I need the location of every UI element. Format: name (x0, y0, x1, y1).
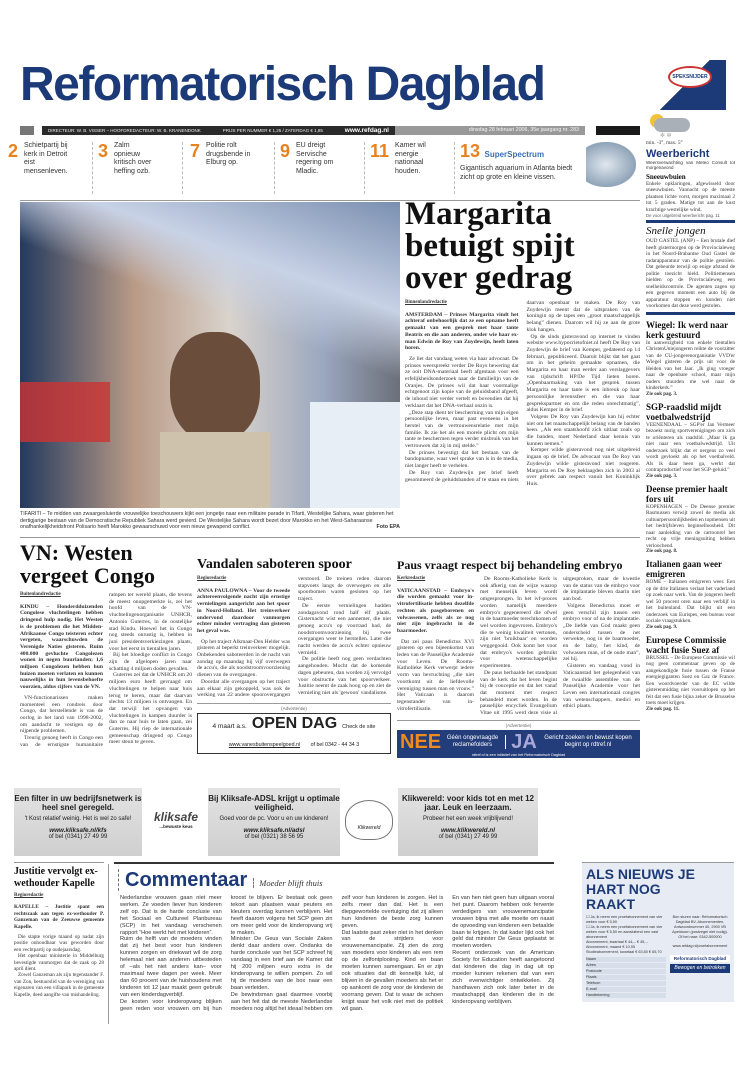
paragraph: Ruim de helft van de moeders vinden dat zij het best voor hun kinderen kunnen zorgen en driekwart wil de zorg helemaal niet aan anderen uitbesteden of –als het niet anders kan– voor maximaal twee dagen per week. Meer dan 60 procent van de huishoudens met kinderen tot 12 jaar maakt geen gebruik van een kinderdagverblijf. (120, 936, 222, 998)
open-dag-date: 4 maart a.s. (212, 722, 247, 730)
ad-subtitle: Probeer het een week vrijblijvend! (422, 816, 514, 822)
price-row: Abonnement, maand € 10,95 (586, 945, 635, 949)
paragraph: De politie heeft nog geen verdachten aangehouden. Mocht dat de komende dagen gebeuren, dan worden zij vervolgd voor obstructie van het spoorverkeer. Justitie neemt de zaak hoog op en ziet de vernieling niet als 'gewoon' vandalisme. (298, 656, 391, 696)
sidebar-item-text: KOPENHAGEN – De Deense premier Rasmussen verwijt zowel de media als cultuurpersoonlijkheden en topmensen uit het bedrijfsleven beginselloosheid. Dit naar aanleiding van de cartoonrel het recht op vrije meningsuiting hebben verloochend. (646, 503, 735, 549)
paragraph: Recent onderzoek van de American Society for Education heeft aangetoond dat kinderen die dag in dag uit op moeder kunnen rekenen dat van een zich evenwichtiger ontwikkelen. Zij handhaven zich ook later beter in de maatschappij dan kinderen die in de kinderopvang verblijven. (452, 950, 554, 1005)
paragraph: De eerste vernielingen hadden zondagavond rond half elf plaats. Gisternacht wist een aannemer, die niet genoeg accu's op voorraad had, de noodstroomvoorziening bij twee overgangen weer te herstellen. Later die nacht werden de accu's echter opnieuw vernield. (298, 602, 391, 656)
paragraph: De prinses bevestigt dat het bestaan van de bandopname, waar veel sprake van is in de media, niet langer heeft te verhelen. (405, 449, 519, 470)
lead-article (405, 198, 640, 488)
divider (197, 703, 391, 704)
sidebar-item-text: BRUSSEL – De Europese Commissie wil nog geen commentaar geven op de aangekondigde fusie tussen de Franse energiegiganten Suez en Gaz de France. Een woordvoerder van de EC wilde gisterenmiddag niet vooruitlopen op het feit dat een fusie bijna zeker de Brusselse toets moet krijgen. (646, 654, 735, 706)
paragraph: De Roy van Zuydewijn per brief heeft gesommeerd de geluidsbanden af te staan en niets daarvan openbaar te maken. De Roy van Zuydewijn meent dat de uitspraken van de koningin op de tapes een „groot maatschappelijk belang” dienen. Daarom wil hij ze aan de grote klok hangen. (405, 300, 640, 483)
paus-article-body (397, 576, 640, 717)
price-row: Studieabonnement, kwartaal € 63,50 € 65,70 (586, 950, 662, 954)
sidebar-item-ref[interactable]: Zie ook pag. 3. (646, 473, 678, 479)
teaser-page: 2 (8, 141, 19, 161)
photo-caption (20, 511, 400, 531)
badge-text: SPEKSNIJDER (668, 66, 712, 88)
teaser-text: EU dreigt Servische regering om Mladic. (296, 142, 334, 175)
speksnijder-badge (656, 60, 726, 110)
field-name[interactable]: Naam (586, 957, 666, 962)
lead-paragraph: KINDU – Honderdduizenden Congolese vluchtelingen hebben dringend hulp nodig. Het Westen is de problemen die het Midden-Afrikaanse Congo teisteren echter vergeten, waarschuwden de Verenigde Naties gisteren. Ruim 400.000 gevluchte Congolezen wonen in negen buurlanden; 1,6 miljoen Congolezen hebben hun huizen moeten verlaten en kunnen nauwelijks in hun levensbehoefte voorzien, aldus cijfers van de VN. (20, 603, 103, 691)
open-dag-url[interactable]: www.vanesbuitenspeelgoed.nl (228, 741, 301, 748)
commentaar-section (114, 862, 554, 1012)
vn-article (20, 541, 192, 748)
main-photo (20, 202, 400, 508)
paragraph: Treurig genoeg heeft in Congo een van de ernstigste humanitaire rampen ter wereld plaats, die tevens de meest onopgemerkte is, zei het hoofd van de VN-vluchtelingenorganisatie UNHCR, Antonio Guterres, in de oostelijke stad Kindu. Hoewel het in Congo nog steeds onrustig is, hebben in juni presidentsverkiezingen plaats, voor het eerst in tientallen jaren. (20, 592, 192, 748)
bar-black-right (596, 126, 640, 135)
weather-title: Weerbericht (646, 147, 710, 160)
subscription-ad[interactable] (582, 862, 734, 1002)
klikwereld-logo-text: Klikwereld (357, 825, 381, 831)
paragraph: Die stapte vorige maand op nadat zijn positie onhoudbaar was geworden door een vechtpartij op oudejaarsdag. (14, 934, 104, 953)
ad-label: (Advertentie) (505, 722, 532, 728)
option-trial[interactable]: ☐ Ja, ik neem een proefabonnement van vier weken voor € 5,50 (586, 915, 663, 924)
divider (397, 720, 640, 721)
sidebar-item-title[interactable]: Europese Commissie wacht fusie Suez af (646, 634, 727, 655)
teaser-text: Kamer wil energie nationaal houden. (395, 142, 426, 175)
paragraph: Volgens De Roy van Zuydewijn kan hij echter niet om het maatschappelijk belang van de banden heen. „Als een staatshoofd zich uitlaat zoals op die banden, moet Nederland daar kennis van kunnen nemen.” (526, 413, 640, 447)
bar-gray-left (20, 126, 34, 135)
teaser-3[interactable] (98, 142, 183, 194)
field-address[interactable]: Adres (586, 963, 666, 968)
paragraph: De paus herhaalde het standpunt van de kerk dat het leven begint bij de conceptie en dat het vanaf dat moment met respect behandeld moet worden. In de pauselijke encycliek Evangelium Vitae uit 1995 werd deze visie al uitgesproken, maar de kwestie van de status van de embryo voor de implantatie bleven daarin niet aan bod. (480, 576, 640, 717)
director-line: DIRECTEUR: W. B. VISSER – HOOFDREDACTEUR: W. B. KRANENDONK (48, 128, 201, 133)
teaser-page: 3 (98, 141, 109, 161)
caption-text: TIFARITI – Te midden van zwaargesluierde vrouwelijke toeschouwers kijkt een jongetje naar een militaire parade in Tifarti, Westelijke Sahara, waar gisteren het dertigjarige bestaan van de Democratische Republiek Sahara werd gevierd. De Westelijke Sahara wordt bezet door Marokko en het West-Saharaanse onafhankelijkheidsfront Polisario heeft Marokko gewaarschuwd voor een nieuw gewapend conflict. (20, 511, 394, 531)
paragraph: Minister De Geus van Sociale Zaken denkt daar anders over. Ondanks de harde conclusie van het SCP schreef hij vandaag in een brief aan de Kamer dat hij 200 miljoen euro extra in de kinderopvang te willen pompen. Zo wil hij de moeders van de box naar een baan verleiden. (230, 936, 333, 991)
open-dag-phone: of bel 0342 - 44 34 3 (310, 741, 360, 748)
masthead-title: Reformatorisch Dagblad (20, 58, 545, 111)
sidebar (646, 112, 735, 712)
option-text: Ja, ik neem een proefabonnement van vier weken voor € 5,50 en aansluitend een vast abonnement (586, 925, 663, 939)
teaser-page: 7 (190, 141, 201, 161)
paragraph: Nederlandse vrouwen gaan niet meer werken. Ze voeden liever hun kinderen zelf op. Dat is de harde conclusie van het Sociaal en Cultureel Planbureau (SCP) in het vandaag verschenen rapport “Hoe werkt het met kinderen”. (120, 895, 222, 936)
option-text: Ja, ik neem een proefabonnement van vier weken voor € 5,50 (586, 915, 663, 924)
teaser-13[interactable] (460, 142, 640, 194)
lead-paragraph: ANNA PAULOWNA – Voor de tweede achtereenvolgende nacht zijn ernstige vernielingen aangericht aan het spoor in Noord-Holland. Het treinverkeer ondervond daardoor vanmorgen echter minder vertraging dan gisteren het geval was. (197, 587, 290, 634)
teaser-text: Gigantisch aquarium in Atlanta biedt zicht op grote en kleine vissen. (460, 165, 573, 181)
teaser-page: 13 (460, 141, 481, 161)
price-row: Abonnement, kwartaal € 44,-- € 45,-- (586, 940, 648, 944)
paragraph: De kosten voor kinderopvang blijken geen reden voor vrouwen om bij hun kroost te blijven. Er bestaat ook geen tekort aan plaatsen waar peuters en kleuters overdag kunnen verblijven. Het heeft daarom volgens het SCP geen zin om meer geld voor de kinderopvang vrij te maken. (120, 895, 333, 1012)
ad-title: Een filter in uw bedrijfsnetwerk is heel snel geregeld. (14, 794, 142, 812)
ad-title: Klikwereld: voor kids tot en met 12 jaar. Leuk en leerzaam. (401, 794, 535, 812)
open-dag-title: OPEN DAG (251, 714, 338, 732)
byline: Kerkredactie (397, 576, 426, 581)
ad-url[interactable]: www.klikwereld.nl (440, 827, 495, 834)
ad-subtitle: 't Kost relatief weinig. Het is wel zo safe! (24, 816, 132, 822)
sidebar-item-title[interactable]: Wiegel: Ik werd naar kerk gestuurd (646, 319, 728, 340)
teaser-2[interactable] (8, 142, 93, 194)
paragraph: VN-functionarissen maken momenteel een rondreis door Congo, dat herstellende is van de oorlog in het land van 1998-2002, om aandacht te vestigen op de nijpende problemen. (20, 694, 103, 735)
commentaar-subtitle: Moeder blijft thuis (253, 878, 322, 888)
divider (20, 537, 640, 538)
masthead-info-bar (42, 126, 395, 135)
kliksafe-business-ad[interactable] (14, 788, 142, 856)
commentaar-title: Commentaar (125, 869, 248, 891)
lead-paragraph: AMSTERDAM – Prinses Margarita vindt het achteraf onbehoorlijk dat ze een opname heeft gemaakt van een gesprek met haar tante Beatrix en die aan anderen, onder wie haar ex-man Edwin de Roy van Zuydewijn, heeft laten horen. (405, 311, 519, 352)
rdtref-left-text: Géén ongevraagde reclamefolders (444, 735, 506, 749)
teaser-9[interactable] (280, 142, 365, 194)
column-divider (108, 864, 109, 1024)
justitie-headline[interactable]: Justitie vervolgt ex-wethouder Kapelle (14, 866, 98, 889)
rdtref-ad[interactable] (397, 730, 640, 758)
kliksafe-tagline: ...bewuste keus (159, 824, 193, 829)
paragraph: En van hen niet geen hun uitgaan vooral het punt. Daarom hebben ook fervente verdedigers van vrouwenemancipatie vrouwen bijna met alle moeite om naast de opvoeding van kinderen een betaalde baan te krijgen. In dat kader lijkt ook het geld dat minister De Geus geplaatst te moeten worden. (452, 895, 554, 950)
paragraph: Guterres zei dat de UNHCR om 20 miljoen euro heeft gevraagd om vluchtelingen te helpen naar huis terug te keren, maar dat daarvan slechts 13 miljoen is ontvangen. En dat terwijl het opvangen van vluchtelingen in kampen duurder is dan ze naar huis te laten gaan, zei Guterres. Hij riep de internationale gemeenschap dringend op Congo meer steun te geven. (109, 672, 192, 746)
weather-ref[interactable]: De voor uitgebreid weerbericht pag. 11 (646, 213, 735, 223)
snelle-text: OUD GASTEL (ANP) – Een brutale dief heeft gistermorgen op de Provincialeweg in het Noord-Brabantse Oud Gastel de radarapparatuur van de politie gestolen. Dat gebeurde terwijl op enige afstand de politie toezicht hield. Politiemensen hielden op de Provincialeweg een snelheidscontrole. De agenten zagen op een gegeven moment een auto bij de apparatuur stoppen en konden niet voorkomen dat deze werd gestolen. (646, 238, 735, 315)
subscription-slogan: Bewogen en betrokken (670, 964, 730, 973)
rdtref-footer: rdtref.nl is een initiatief van het Reformatorisch Dagblad (471, 752, 566, 757)
sidebar-item-text: ROME – Italianen emigreren weer. Een op de drie Italianen verlaat het vaderland op zoek naar werk. Van de jongeren heeft wel 50 procent oren naar een verblijf in het buitenland. Dat blijkt uit een onderzoek van Eurispes, een bureau voor sociale vraagstukken. (646, 579, 735, 624)
price-line: PRIJS PER NUMMER € 1,25 / ZATERDAG € 1,85 (222, 128, 323, 133)
sidebar-item-ref[interactable]: Zie ook pag. 8. (646, 549, 678, 554)
kliksafe-logo (148, 810, 204, 829)
superspectrum-label: SuperSpectrum (484, 150, 545, 159)
sidebar-item-text: VEENENDAAL – SGP'er Jan Vermeer bezoekt nurig sportverenigingen om zich te oriënteren als raadslid. „Maar ik ga niet naar een voetbalwedstrijd. Uit onderzoek blijkt dat er nergens zo veel wordt gevloekt als op het voetbalveld. Als ik daar heen ga, werkt dat contraproductief voor het SGP-geluid.” (646, 421, 735, 473)
lead-paragraph: VATICAANSTAD – Embryo's die worden gemaakt voor in-vitrofertilisatie hebben dezelfde rechten als pasgeborenen en volwassenen, zelfs als ze nog niet zijn ingebracht in de baarmoeder. (397, 587, 474, 634)
open-dag-check: Check de site (342, 723, 376, 730)
vandalen-article-body (197, 576, 391, 699)
paragraph: Dat laatste past zeker niet in het denken van de strijders voor vrouwenemancipatie. Zij zien de zorg van moeders voor kinderen als een rem op de zelfontplooiing. Kind en baan moeten kunnen samengaan. En er zijn ook situaties dat dit kennelijk lukt, al blijven in de gevallen moeders als het er op aankomt de zorg voor de kinderen de voorrang geven. Dat is waar de schoen knijpt waar het volk niet met de politiek wil gaan. (341, 929, 444, 1012)
ad-phone: of bel (0341) 27 49 99 (438, 834, 498, 840)
teaser-7[interactable] (190, 142, 275, 194)
paragraph: De bewindsman gaat daarmee voorbij aan het feit dat de meeste Nederlandse moeders nog altijd het ideaal hebben om zelf voor hun kinderen te zorgen. Het is zelfs meer dan dat. Het is een diepgewortelde overtuiging dat zij alleen hun kinderen de beste zorg kunnen geven. (230, 895, 444, 1012)
weather-subtitle: Weersverwachting van Meteo Consult tot morgenavond (646, 159, 735, 170)
paragraph: Het openbaar ministerie in Middelburg bevestigde vanmorgen dat de zaak op 28 april dient. (14, 953, 104, 973)
klikwereld-logo (345, 800, 393, 840)
vn-headline[interactable]: VN: Westen vergeet Congo (20, 540, 156, 588)
field-phone[interactable]: Telefoon (586, 981, 666, 986)
weather-temp: min. -3°, max. 5° (646, 140, 683, 146)
paus-headline[interactable]: Paus vraagt respect bij behandeling embryo (397, 558, 623, 572)
lead-article-body (405, 300, 640, 488)
sidebar-item-title[interactable]: Italianen gaan weer emigreren (646, 559, 722, 579)
paragraph: Volgens Benedictus moet er geen verschil zijn tussen een embryo voor of na de implantatie. „De liefde van God maakt geen onderscheid tussen de net verwekte, nog in de baarmoeder, en de baby, het kind, de volwassen man, of de oude man”, zei hij. (563, 602, 640, 663)
weather-text: Enkele opklaringen, afgewisseld door sneeuwbuien. Vannacht op de meeste plaatsen lichte vorst, morgen maximaal 2 tot 5 graden. Matige tot aan de kust krachtige westelijke wind. (646, 180, 735, 213)
snelle-title[interactable]: Snelle jongen (646, 225, 706, 237)
teaser-11[interactable] (370, 142, 455, 194)
field-signature[interactable]: Handtekening (586, 993, 666, 998)
teaser-text: Schietpartij bij kerk in Detroit eist mensenleven. (24, 142, 68, 175)
commentaar-body (120, 895, 554, 1012)
ad-title: Bij Kliksafe-ADSL krijgt u optimale veiligheid. (208, 794, 340, 812)
byline: Buitenlandredactie (20, 592, 61, 597)
date-line: dinsdag 28 februari 2006, 35e jaargang nr. 283 (395, 126, 585, 135)
sidebar-item-ref[interactable]: Zie ook pag. 3. (646, 391, 678, 397)
lead-headline[interactable]: Margarita betuigt spijt over gedrag (405, 196, 575, 296)
ad-phone: of bel (0321) 38 56 95 (244, 834, 304, 840)
teaser-text: Politie rolt drugsbende in Elburg op. (206, 142, 251, 166)
ad-url[interactable]: www.kliksafe.nl/adsl (243, 827, 305, 834)
sidebar-item-text: In aanwezigheid van enkele tientallen ChristenUniejongeren reikte de voorzitter van de CU-jongerenorganisatie VVD'er Wiegel gisteren de prijs uit voor de Heiden van het Jaar. „Ik ging vroeger naar de openbare school, maar mijn ouders stuurden me wel naar de kinderkerk.” (646, 339, 735, 391)
lead-paragraph: KAPELLE – Justitie spant een rechtszaak aan tegen ex-wethouder P. Ganzeman van de Zeeuwse gemeente Kapelle. (14, 904, 104, 930)
teaser-page: 11 (370, 141, 390, 161)
paragraph: Op het traject Alkmaar-Den Helder was gisteren al beperkt treinverkeer mogelijk. Onbekenden saboteerden in de nacht van zondag op maandag bij vijf overwegen de accu's, die als noodstroomvoorziening dienen van de overgangen. (197, 638, 290, 679)
sidebar-item-ref[interactable]: Zie ook pag. 11. (646, 706, 680, 712)
ad-url[interactable]: www.kliksafe.nl/kfs (49, 827, 107, 834)
weather-heading: Sneeuwbuien (646, 172, 686, 181)
ad-phone: of bel (0341) 27 49 99 (48, 834, 108, 840)
teaser-page: 9 (280, 141, 291, 161)
kliksafe-logo-text: kliksafe (153, 810, 199, 824)
paragraph: Gisteren en vandaag vond in Vaticaanstad het gelegenheid van de twaalfde assemblee van de Pauselijke Academie voor het Leven een internationaal congres van wetenschappers, medici en ethici plaats. (563, 663, 640, 710)
vandalen-article (197, 557, 391, 754)
ja-text: JA (511, 730, 537, 753)
option-trial-continue[interactable]: ☐ Ja, ik neem een proefabonnement van vier weken voor € 5,50 en aansluitend een vast abonnement (586, 925, 663, 939)
subscription-url[interactable]: www.refdag.nl/proefabonnement (672, 944, 728, 948)
paragraph: Op de sinds gisteravond op internet te vinden website www.hypocrietofniet.nl heeft De Roy van Zuydewijn de brief van Kemper, gedateerd op 14 februari, gepubliceerd. Daaruit blijkt dat het gaat om in het geheim gemaakte opnamen, die Margarita en haar man eerder aan verslaggevers van tijdschrift HP/De Tijd lieten horen. „Openbaarmaking van het gesprek tussen Margarita en haar tante is een inbreuk op haar persoonlijke levenssfeer en die van haar gesprekspartner en om die reden onrechtmatig”, aldus Kemper in de brief. (526, 333, 640, 414)
paragraph: Bij het bloedige conflict in Congo zijn de afgelopen jaren naar schatting 4 miljoen doden gevallen. (109, 652, 192, 672)
subscription-address: Bon sturen naar: Reformatorisch Dagblad BV, Abonnementen, Antwoordnummer 40, 2900 VB Apeldoorn (postzegel niet nodig). Of bel naar: 0342-500000 (672, 915, 728, 939)
photo-credit: Foto EPA (376, 524, 400, 531)
teaser-text: Zalm opnieuw kritisch over heffing ozb. (114, 142, 152, 175)
paragraph: Dat zei paus Benedictus XVI gisteren op een bijeenkomst van leden van de Pauselijke Academie voor Leven. De Rooms-Katholieke Kerk verwerpt iedere vorm van bevruchting „die niet voortkomt uit de liefdevolle vereniging tussen man en vrouw.” Het Vaticaan is daarom tegenstander van in-vitrofertilisatie. (397, 638, 474, 712)
refdag-logo: Reformatorisch Dagblad (670, 955, 730, 962)
sidebar-item-ref[interactable]: Zie ook pag. 9. (646, 624, 678, 630)
field-email[interactable]: E-mail (586, 987, 666, 992)
klikwereld-ad[interactable] (398, 788, 538, 856)
nee-text: NEE (400, 730, 442, 753)
ad-subtitle: Goed voor de pc. Voor u en uw kinderen! (219, 816, 329, 822)
paus-article (397, 557, 640, 758)
byline: Binnenlandredactie (405, 300, 447, 305)
sidebar-item-title[interactable]: SGP-raadslid mijdt voetbalwedstrijd (646, 401, 722, 422)
byline: Regioredactie (14, 893, 44, 898)
paragraph: Zowel Ganzeman als zijn tegenstander F. van Zon, bestuurslid van de vereniging van eigenaren van een villapark in de gemeente Kapelle, deed aangifte van mishandeling. (14, 972, 104, 998)
field-city[interactable]: Plaats (586, 975, 666, 980)
vandalen-headline[interactable]: Vandalen saboteren spoor (197, 557, 352, 572)
ad-label: (Advertentie) (281, 705, 307, 711)
kliksafe-adsl-ad[interactable] (208, 788, 340, 856)
rdtref-right-text: Gericht zoeken en bewust kopen begint op rdtref.nl (544, 734, 632, 748)
vn-article-body (20, 592, 192, 748)
open-dag-ad[interactable] (197, 713, 391, 754)
paragraph: „Deze stap dient ter bescherming van mijn eigen persoonlijke leven, maar past eveneens in het herstel van de vertrouwensrelatie met mijn familie. Ik zie het als een morele plicht om mijn tante te beschermen tegen verder misbruik van het vertrouwen dat zij in mij stelde.” (405, 409, 519, 450)
paragraph: De Rooms-Katholieke Kerk is ook afkerig van de wijze waarop met menselijk leven wordt omgesprongen. In het ivf-proces worden namelijk meerdere embryo's gegenereerd die ofwel in de baarmoeder terechtkomen of wel worden ingevroren. Embryo's die te weinig kwaliteit vertonen, zijn niet 'bruikbaar' en worden weggegooid. Ook komt het voor dat embryo's worden gebruikt voor wetenschappelijke experimenten. (480, 576, 557, 670)
paragraph: Doordat alle overgangen op het traject aan elkaar zijn gekoppeld, was ook de werking van 22 andere spoorovergangen verstoord. De treinen reden daarom stapvoets langs de overwegen en alle spoorbomen waren gesloten op het traject. (197, 576, 391, 699)
sidebar-item-title[interactable]: Deense premier haalt fors uit (646, 483, 728, 504)
justitie-article-body (14, 893, 104, 998)
field-postcode[interactable]: Postcode (586, 969, 666, 974)
byline: Regioredactie (197, 576, 227, 581)
weather-icon: ✻ ✻ (646, 112, 735, 140)
paragraph: Kemper wilde gisteravond nog niet uitgebreid ingaan op de brief. De advocaat van De Roy van Zuydewijn wilde gisteravond niet reageren. Margarita en De Roy beklaagden zich in 2003 al over gebrek aan respect vanuit het Koninklijk Huis. (526, 447, 640, 487)
paragraph: Ze liet dat vandaag weten via haar advocaat. De prinses weerspreekt verder De Roys bewering dat ze ooit DNA-materiaal heeft afgestaan voor een erfelijkheidsonderzoek naar de familielijn van de Oranjes. De prinses wil dat haar voormalige echtgenoot zijn kopie van de geluidsband afgeeft, de inhoud niet verder vertelt en bovendien dat hij verklaart dat het DNA-verhaal onzin is. (405, 355, 519, 409)
website-link[interactable]: www.refdag.nl (344, 127, 389, 134)
subscription-title: ALS NIEUWS JE HART NOG RAAKT (586, 866, 695, 912)
beluga-photo (586, 142, 636, 187)
commentaar-header (118, 869, 554, 891)
justitie-article (14, 862, 104, 998)
